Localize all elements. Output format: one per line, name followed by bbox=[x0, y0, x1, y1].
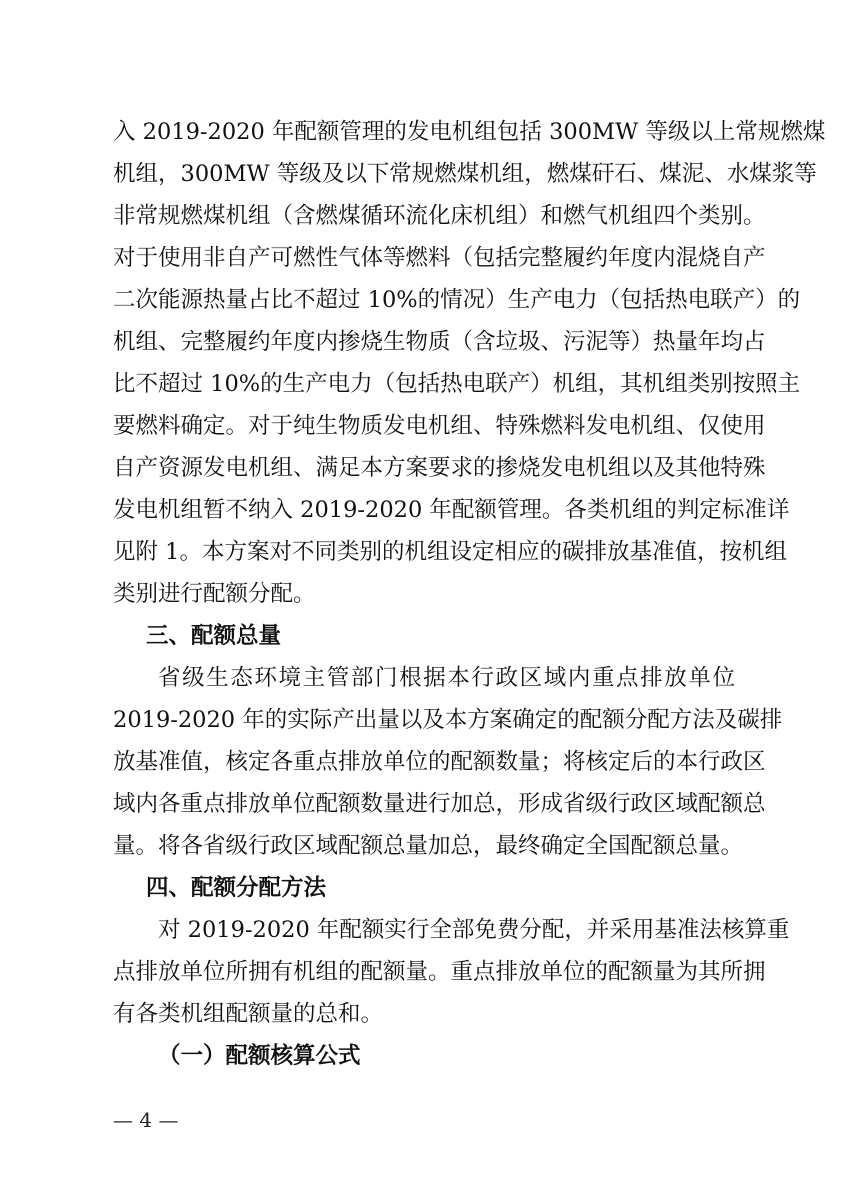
text-line: 量。将各省级行政区域配额总量加总，最终确定全国配额总量。 bbox=[113, 833, 744, 859]
text-line: 类别进行配额分配。 bbox=[113, 581, 316, 607]
text-line: 对于使用非自产可燃性气体等燃料（包括完整履约年度内混烧自产 bbox=[113, 245, 766, 271]
text-line: 2019-2020 年的实际产出量以及本方案确定的配额分配方法及碳排 bbox=[113, 707, 783, 733]
text-line: 放基准值，核定各重点排放单位的配额数量；将核定后的本行政区 bbox=[113, 749, 766, 775]
text-line: 域内各重点排放单位配额数量进行加总，形成省级行政区域配额总 bbox=[113, 791, 766, 817]
text-line: 入 2019-2020 年配额管理的发电机组包括 300MW 等级以上常规燃煤 bbox=[113, 119, 826, 145]
section-heading-allocation-method: 四、配额分配方法 bbox=[146, 875, 327, 901]
text-line: 二次能源热量占比不超过 10%的情况）生产电力（包括热电联产）的 bbox=[113, 287, 801, 313]
text-line: 要燃料确定。对于纯生物质发电机组、特殊燃料发电机组、仅使用 bbox=[113, 413, 766, 439]
text-line: 对 2019-2020 年配额实行全部免费分配，并采用基准法核算重 bbox=[158, 917, 790, 943]
text-line: 点排放单位所拥有机组的配额量。重点排放单位的配额量为其所拥 bbox=[113, 959, 766, 985]
section-heading-total-allowance: 三、配额总量 bbox=[146, 623, 282, 649]
text-line: 有各类机组配额量的总和。 bbox=[113, 1001, 384, 1027]
text-line: 见附 1。本方案对不同类别的机组设定相应的碳排放基准值，按机组 bbox=[113, 539, 787, 565]
text-line: 机组，300MW 等级及以下常规燃煤机组，燃煤矸石、煤泥、水煤浆等 bbox=[113, 161, 817, 187]
text-line: 非常规燃煤机组（含燃煤循环流化床机组）和燃气机组四个类别。 bbox=[113, 203, 766, 229]
text-line: 发电机组暂不纳入 2019-2020 年配额管理。各类机组的判定标准详 bbox=[113, 497, 790, 523]
page-number: — 4 — bbox=[113, 1108, 179, 1132]
subsection-heading-formula: （一）配额核算公式 bbox=[158, 1043, 361, 1069]
text-line: 机组、完整履约年度内掺烧生物质（含垃圾、污泥等）热量年均占 bbox=[113, 329, 766, 355]
text-line: 比不超过 10%的生产电力（包括热电联产）机组，其机组类别按照主 bbox=[113, 371, 801, 397]
text-line: 自产资源发电机组、满足本方案要求的掺烧发电机组以及其他特殊 bbox=[113, 455, 766, 481]
text-line: 省级生态环境主管部门根据本行政区域内重点排放单位 bbox=[158, 665, 735, 691]
